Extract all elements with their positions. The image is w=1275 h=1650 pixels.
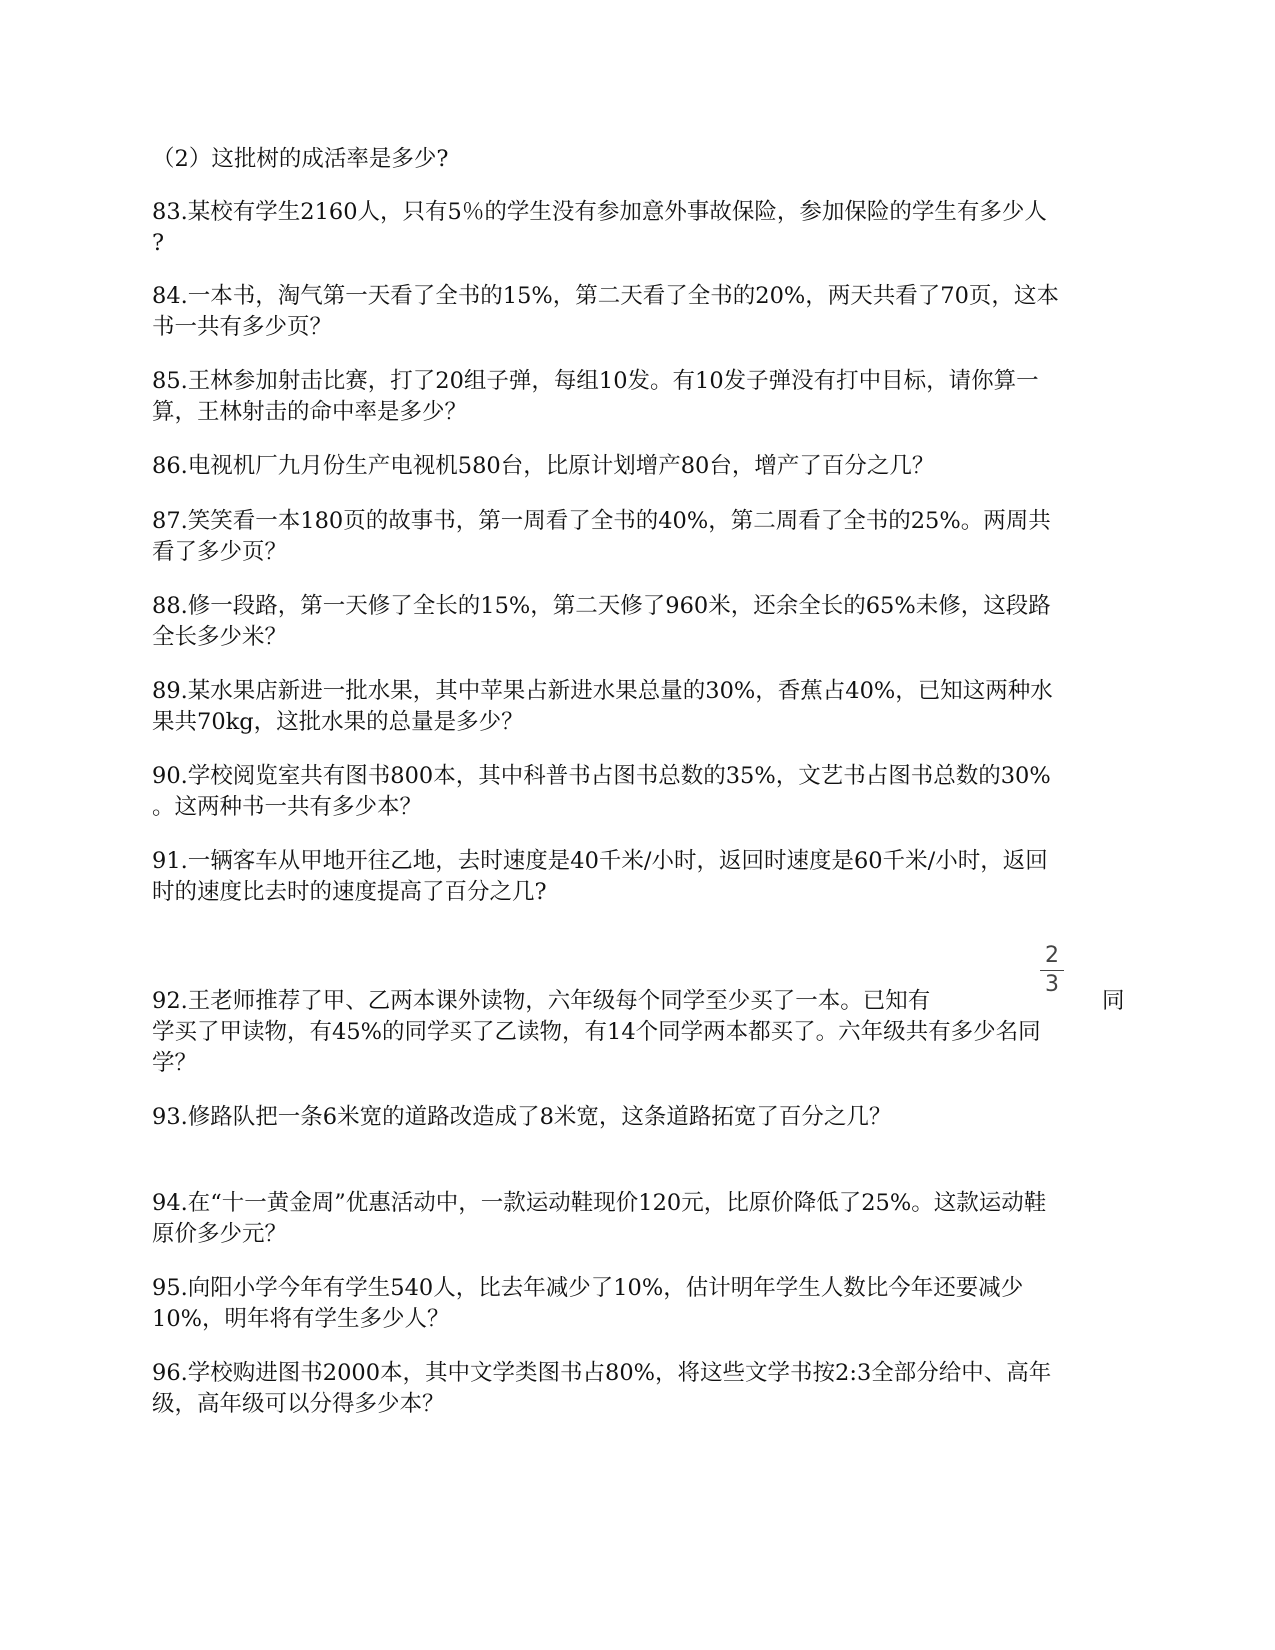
question-89-line1: 89.某水果店新进一批水果，其中苹果占新进水果总量的30%，香蕉占40%，已知这两种水	[152, 678, 1053, 704]
question-83-line2: ?	[152, 230, 165, 256]
question-84-line2: 书一共有多少页？	[152, 314, 333, 340]
fraction-two-thirds	[1040, 944, 1064, 997]
question-87-line1: 87.笑笑看一本180页的故事书，第一周看了全书的40%，第二周看了全书的25%。两周共	[152, 508, 1051, 534]
question-92-line1: 92.王老师推荐了甲、乙两本课外读物，六年级每个同学至少买了一本。已知有	[152, 988, 931, 1014]
question-88-line2: 全长多少米？	[152, 624, 288, 650]
question-84-line1: 84.一本书，淘气第一天看了全书的15%，第二天看了全书的20%，两天共看了70页，这本	[152, 283, 1059, 309]
question-94-line2: 原价多少元？	[152, 1221, 288, 1247]
question-92-line1-tail: 同	[1102, 988, 1125, 1014]
question-88-line1: 88.修一段路，第一天修了全长的15%，第二天修了960米，还余全长的65%未修，这段路	[152, 593, 1051, 619]
question-94-line1: 94.在“十一黄金周”优惠活动中，一款运动鞋现价120元，比原价降低了25%。这款运动鞋	[152, 1190, 1047, 1216]
question-89-line2: 果共70kg，这批水果的总量是多少？	[152, 709, 524, 735]
question-86: 86.电视机厂九月份生产电视机580台，比原计划增产80台，增产了百分之几？	[152, 453, 935, 479]
fraction-numerator: 2	[1045, 943, 1059, 968]
question-85-line1: 85.王林参加射击比赛，打了20组子弹，每组10发。有10发子弹没有打中目标，请你算一	[152, 368, 1039, 394]
question-83-line1: 83.某校有学生2160人，只有5％的学生没有参加意外事故保险，参加保险的学生有多少人	[152, 199, 1047, 225]
question-92-line3: 学？	[152, 1050, 198, 1076]
question-95-line2: 10%，明年将有学生多少人？	[152, 1306, 450, 1332]
question-96-line1: 96.学校购进图书2000本，其中文学类图书占80%，将这些文学书按2:3全部分给中、高年	[152, 1360, 1052, 1386]
question-91-line2: 时的速度比去时的速度提高了百分之几?	[152, 879, 547, 905]
question-90-line1: 90.学校阅览室共有图书800本，其中科普书占图书总数的35%，文艺书占图书总数的30%	[152, 763, 1051, 789]
question-85-line2: 算，王林射击的命中率是多少？	[152, 399, 468, 425]
fraction-bar	[1040, 970, 1064, 971]
question-90-line2: 。这两种书一共有多少本？	[152, 794, 423, 820]
question-82-part2: （2）这批树的成活率是多少?	[152, 146, 449, 172]
question-95-line1: 95.向阳小学今年有学生540人，比去年减少了10%，估计明年学生人数比今年还要减少	[152, 1275, 1024, 1301]
fraction-denominator: 3	[1045, 972, 1059, 997]
question-96-line2: 级，高年级可以分得多少本？	[152, 1391, 445, 1417]
question-91-line1: 91.一辆客车从甲地开往乙地，去时速度是40千米/小时，返回时速度是60千米/小时，返回	[152, 848, 1048, 874]
question-87-line2: 看了多少页？	[152, 539, 288, 565]
question-93: 93.修路队把一条6米宽的道路改造成了8米宽，这条道路拓宽了百分之几？	[152, 1104, 892, 1130]
question-92-line2: 学买了甲读物，有45%的同学买了乙读物，有14个同学两本都买了。六年级共有多少名同	[152, 1019, 1041, 1045]
